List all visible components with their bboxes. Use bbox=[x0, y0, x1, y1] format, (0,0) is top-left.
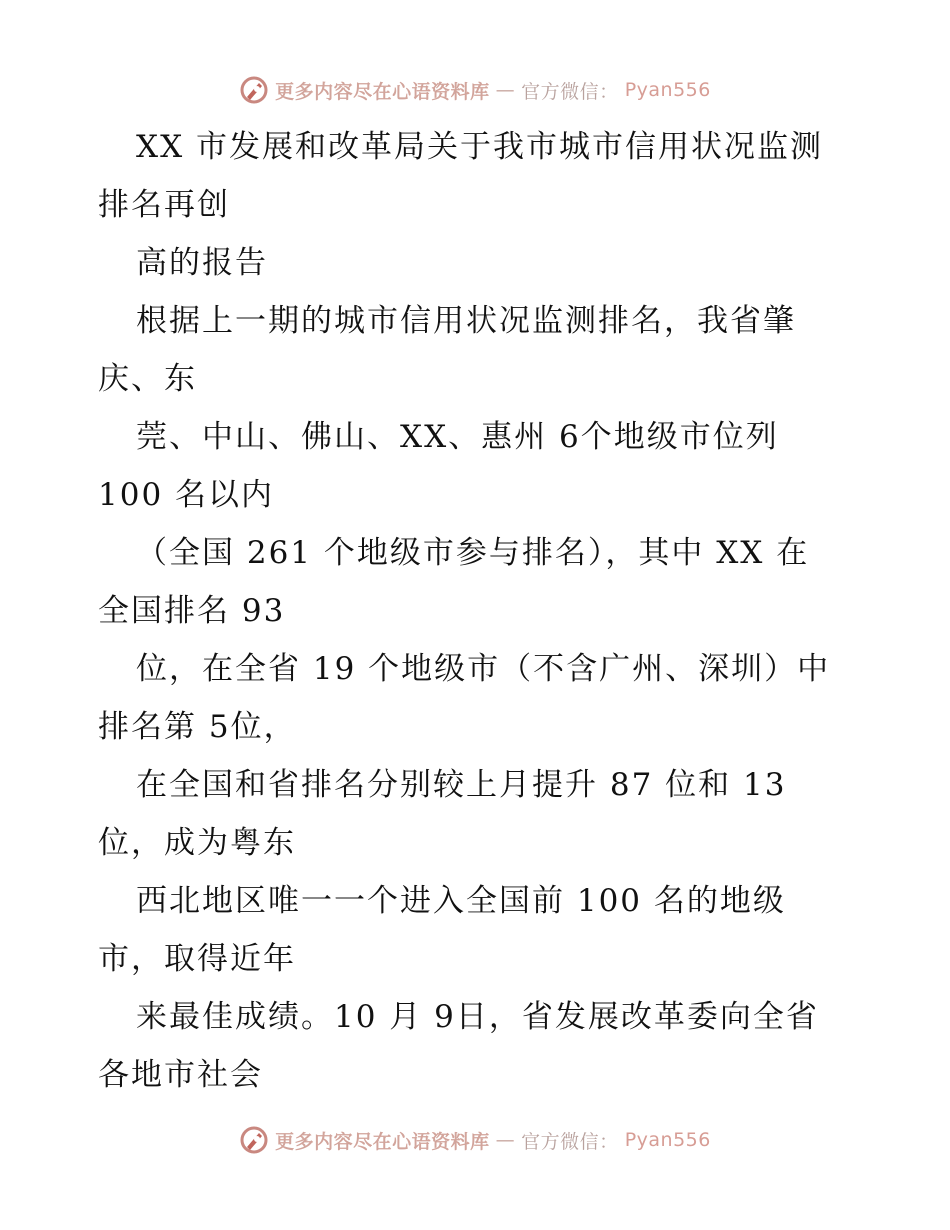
paragraph-line: 位，在全省 19 个地级市（不含广州、深圳）中 bbox=[136, 651, 831, 687]
paragraph-line: 市，取得近年 bbox=[98, 941, 296, 977]
watermark-separator: — bbox=[495, 1129, 516, 1151]
paragraph-line: 100 名以内 bbox=[98, 477, 275, 513]
footer-watermark bbox=[0, 1120, 950, 1160]
paragraph-line: 来最佳成绩。10 月 9日，省发展改革委向全省 bbox=[136, 999, 819, 1035]
paragraph-line: 各地市社会 bbox=[98, 1057, 263, 1093]
paragraph-line: 全国排名 93 bbox=[98, 593, 286, 629]
header-watermark bbox=[0, 70, 950, 110]
watermark-sub-text: 官方微信： bbox=[521, 80, 619, 103]
watermark-sub-text: 官方微信： bbox=[521, 1130, 619, 1153]
watermark-wechat-id: Pyan556 bbox=[624, 1129, 711, 1151]
paragraph-line: 根据上一期的城市信用状况监测排名，我省肇 bbox=[136, 303, 796, 339]
paragraph-line: 在全国和省排名分别较上月提升 87 位和 13 bbox=[136, 767, 787, 803]
pen-logo-icon bbox=[239, 1125, 269, 1155]
paragraph-line: 庆、东 bbox=[98, 361, 197, 397]
document-body bbox=[98, 118, 858, 1104]
watermark-separator: — bbox=[495, 79, 516, 101]
title-line-3: 高的报告 bbox=[136, 245, 268, 281]
title-line-2: 排名再创 bbox=[98, 187, 230, 223]
title-line-1: XX 市发展和改革局关于我市城市信用状况监测 bbox=[136, 129, 823, 165]
paragraph-line: 莞、中山、佛山、XX、惠州 6个地级市位列 bbox=[136, 419, 779, 455]
paragraph-line: 排名第 5位， bbox=[98, 709, 297, 745]
watermark-main-text: 更多内容尽在心语资料库 bbox=[275, 1130, 490, 1153]
pen-logo-icon bbox=[239, 75, 269, 105]
paragraph-line: （全国 261 个地级市参与排名），其中 XX 在 bbox=[136, 535, 810, 571]
paragraph-line: 西北地区唯一一个进入全国前 100 名的地级 bbox=[136, 883, 786, 919]
watermark-wechat-id: Pyan556 bbox=[624, 79, 711, 101]
watermark-main-text: 更多内容尽在心语资料库 bbox=[275, 80, 490, 103]
paragraph-line: 位，成为粤东 bbox=[98, 825, 296, 861]
